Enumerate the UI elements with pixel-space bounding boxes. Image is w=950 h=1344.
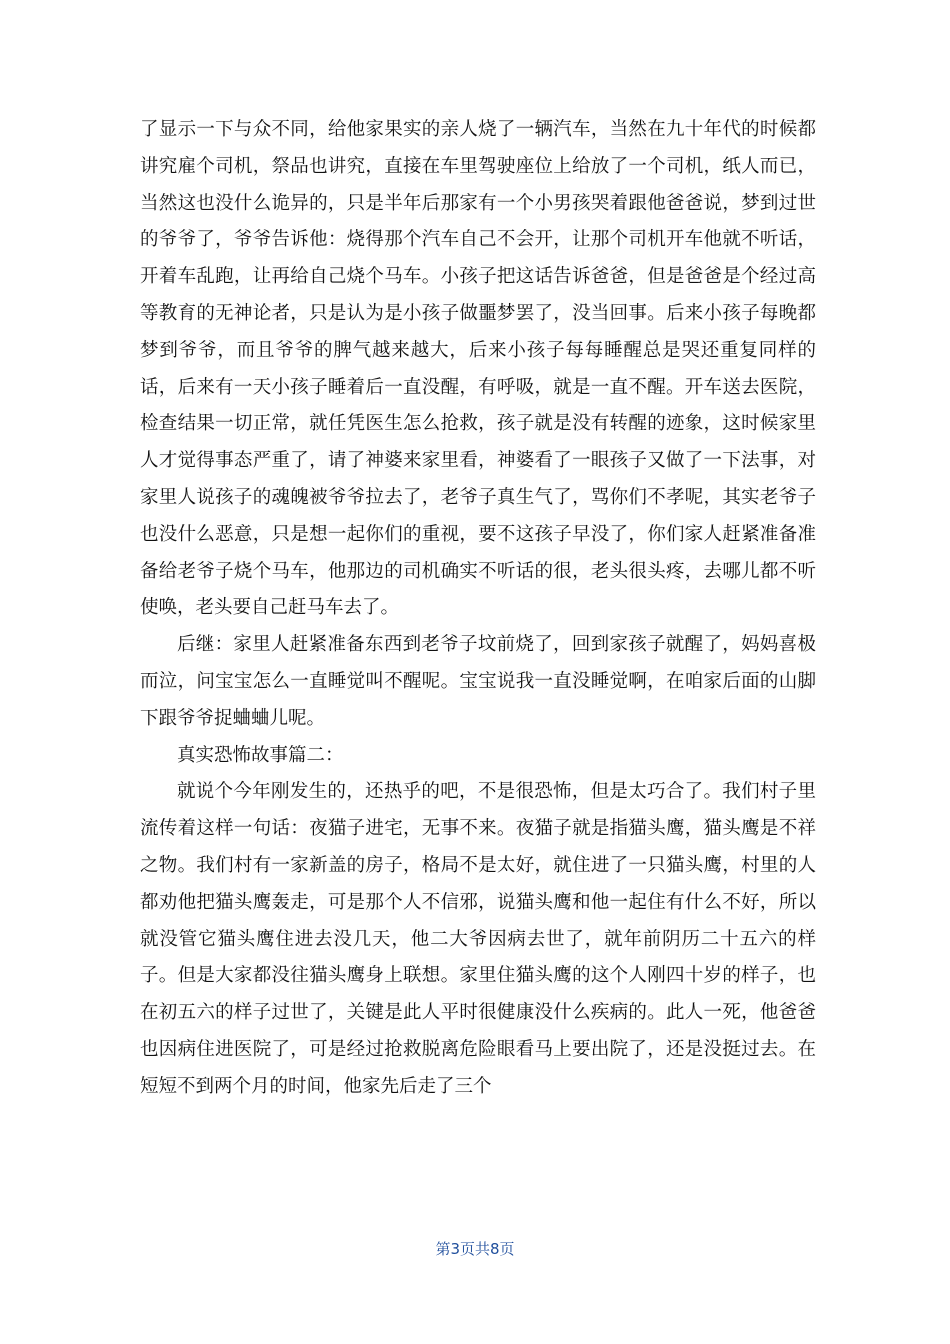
body-text xyxy=(140,112,816,1106)
page-number-footer: 第3页共8页 xyxy=(435,1240,515,1258)
paragraph-aftermath: 后继：家里人赶紧准备东西到老爷子坟前烧了，回到家孩子就醒了，妈妈喜极而泣，问宝宝怎么一直睡觉叫不醒呢。宝宝说我一直没睡觉啊，在咱家后面的山脚下跟爷爷捉蛐蛐儿呢。 xyxy=(140,634,816,729)
paragraph-story-one-continued: 了显示一下与众不同，给他家果实的亲人烧了一辆汽车，当然在九十年代的时候都讲究雇个司机，祭品也讲究，直接在车里驾驶座位上给放了一个司机，纸人而已，当然这也没什么诡异的，只是半年后那家有一个小男孩哭着跟他爸爸说，梦到过世的爷爷了，爷爷告诉他：烧得那个汽车自己不会开，让那个司机开车他就不听话，开着车乱跑，让再给自己烧个马车。小孩子把这话告诉爸爸，但是爸爸是个经过高等教育的无神论者，只是认为是小孩子做噩梦罢了，没当回事。后来小孩子每晚都梦到爷爷，而且爷爷的脾气越来越大，后来小孩子每每睡醒总是哭还重复同样的话，后来有一天小孩子睡着后一直没醒，有呼吸，就是一直不醒。开车送去医院，检查结果一切正常，就任凭医生怎么抢救，孩子就是没有转醒的迹象，这时候家里人才觉得事态严重了，请了神婆来家里看，神婆看了一眼孩子又做了一下法事，对家里人说孩子的魂魄被爷爷拉去了，老爷子真生气了，骂你们不孝呢，其实老爷子也没什么恶意，只是想一起你们的重视，要不这孩子早没了，你们家人赶紧准备准备给老爷子烧个马车，他那边的司机确实不听话的很，老头很头疼，去哪儿都不听使唤，老头要自己赶马车去了。 xyxy=(140,119,816,619)
section-heading-story-two: 真实恐怖故事篇二： xyxy=(177,744,344,766)
paragraph-story-two: 就说个今年刚发生的，还热乎的吧，不是很恐怖，但是太巧合了。我们村子里流传着这样一句话：夜猫子进宅，无事不来。夜猫子就是指猫头鹰，猫头鹰是不祥之物。我们村有一家新盖的房子，格局不是太好，就住进了一只猫头鹰，村里的人都劝他把猫头鹰轰走，可是那个人不信邪，说猫头鹰和他一起住有什么不好，所以就没管它猫头鹰住进去没几天，他二大爷因病去世了，就年前阴历二十五六的样子。但是大家都没往猫头鹰身上联想。家里住猫头鹰的这个人刚四十岁的样子，也在初五六的样子过世了，关键是此人平时很健康没什么疾病的。此人一死，他爸爸也因病住进医院了，可是经过抢救脱离危险眼看马上要出院了，还是没挺过去。在短短不到两个月的时间，他家先后走了三个 xyxy=(140,781,816,1097)
